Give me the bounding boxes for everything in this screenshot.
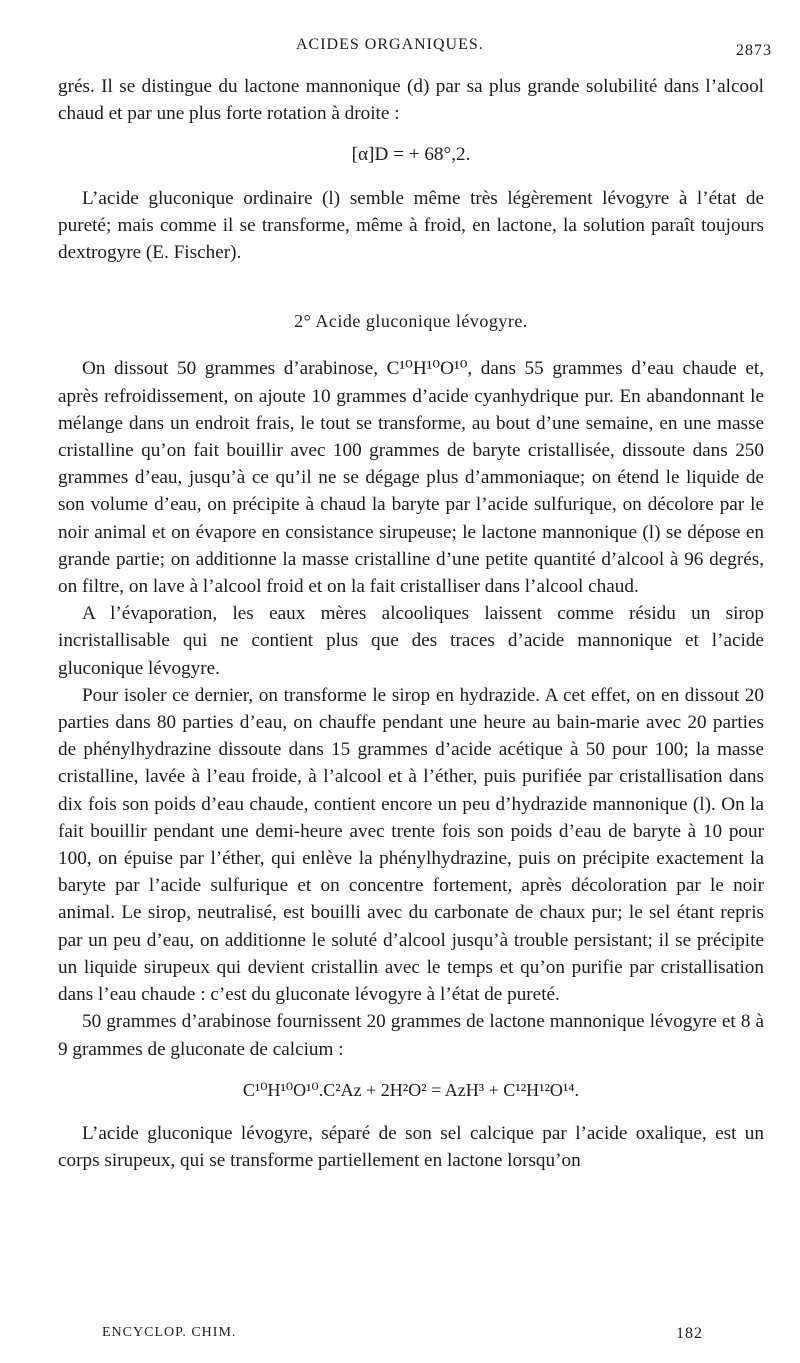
page-footer	[0, 1325, 800, 1349]
rotation-formula: [α]D = + 68°,2.	[351, 144, 471, 166]
reaction-equation: C¹⁰H¹⁰O¹⁰.C²Az + 2H²O² = AzH³ + C¹²H¹²O¹⁴.	[242, 1079, 580, 1100]
running-title: ACIDES ORGANIQUES.	[296, 36, 484, 53]
paragraph: On dissout 50 grammes d’arabinose, C¹⁰H¹⁰O¹⁰, dans 55 grammes d’eau chaude et, après refroidissement, on ajoute 10 grammes d’acide cyanhydrique pur. En abandonnant le mélange dans un endroit frais, le tout se transforme, au bout d’une semaine, en une masse cristalline qu’on fait bouillir avec 100 grammes de baryte cristallisée, dissoute dans 250 grammes d’eau, jusqu’à ce qu’il ne se dégage plus d’ammoniaque; on étend le liquide de son volume d’eau, on précipite à chaud la baryte par l’acide sulfurique, on décolore par le noir animal et on évapore en consistance sirupeuse; le lactone mannonique (l) se dépose en grande partie; on additionne la masse cristalline d’une petite quantité d’alcool à 96 degrés, on filtre, on lave à l’alcool froid et on la fait cristalliser dans l’alcool chaud.	[58, 358, 764, 598]
running-header	[0, 36, 800, 60]
body-text	[58, 73, 764, 1174]
paragraph: L’acide gluconique lévogyre, séparé de son sel calcique par l’acide oxalique, est un corps sirupeux, qui se transforme partiellement en lactone lorsqu’on	[58, 1122, 764, 1172]
paragraph: Pour isoler ce dernier, on transforme le sirop en hydrazide. A cet effet, on en dissout 20 parties dans 80 parties d’eau, on chauffe pendant une heure au bain-marie avec 20 parties de phénylhydrazine dissoute dans 15 grammes d’acide acétique à 50 pour 100; la masse cristalline, lavée à l’eau froide, à l’alcool et à l’éther, puis purifiée par cristallisation dans dix fois son poids d’eau chaude, contient encore un peu d’hydrazide mannonique (l). On la fait bouillir pendant une demi-heure avec trente fois son poids d’eau de baryte à 10 pour 100, on épuise par l’éther, qui enlève la phénylhydrazine, puis on précipite exactement la baryte par l’acide sulfurique et on concentre fortement, après décoloration par le noir animal. Le sirop, neutralisé, est bouilli avec du carbonate de chaux pur; le sel étant repris par un peu d’eau, on additionne le soluté d’alcool jusqu’à trouble persistant; il se précipite un liquide sirupeux qui devient cristallin avec le temps et qu’on purifie par cristallisation dans l’eau chaude : c’est du gluconate lévogyre à l’état de pureté.	[58, 684, 764, 1006]
paragraph: L’acide gluconique ordinaire (l) semble même très légèrement lévogyre à l’état de pureté; mais comme il se transforme, même à froid, en lactone, la solution paraît toujours dextrogyre (E. Fischer).	[58, 187, 764, 264]
section-heading: 2° Acide gluconique lévogyre.	[294, 311, 528, 332]
paragraph-continuation: grés. Il se distingue du lactone mannonique (d) par sa plus grande solubilité dans l’alcool chaud et par une plus forte rotation à droite :	[58, 76, 764, 125]
paragraph: 50 grammes d’arabinose fournissent 20 grammes de lactone mannonique lévogyre et 8 à 9 grammes de gluconate de calcium :	[58, 1011, 764, 1060]
sheet-number: 182	[676, 1325, 703, 1342]
paragraph: A l’évaporation, les eaux mères alcooliques laissent comme résidu un sirop incristallisable qui ne contient plus que des traces d’acide mannonique et l’acide gluconique lévogyre.	[58, 603, 764, 679]
page-number: 2873	[736, 42, 772, 59]
footer-signature: ENCYCLOP. CHIM.	[102, 1325, 237, 1340]
